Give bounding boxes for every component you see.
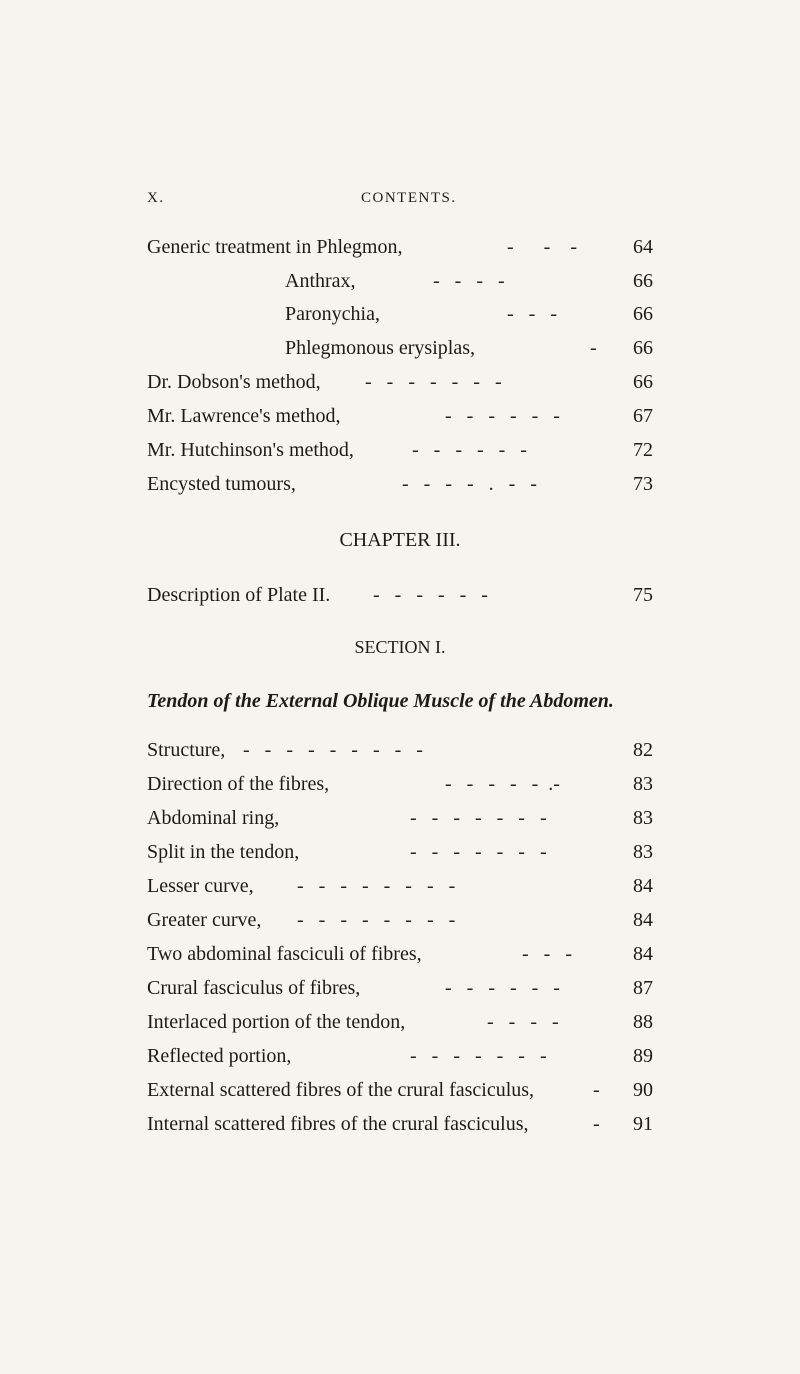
- leader-dots: - - - - - - -: [410, 841, 547, 863]
- leader-dots: - - - - . - -: [402, 473, 537, 495]
- leader-dots: - - -: [522, 943, 572, 965]
- leader-dots: - - - - - - -: [410, 807, 547, 829]
- leader-dots: - - - -: [487, 1011, 559, 1033]
- toc-entry: [147, 401, 653, 431]
- toc-entry-page: 87: [633, 977, 653, 999]
- leader-dots: -: [590, 337, 597, 359]
- toc-entry: [285, 299, 653, 329]
- toc-entry: [147, 905, 653, 935]
- leader-dots: - - - -: [433, 270, 505, 292]
- toc-entry-page: 84: [633, 909, 653, 931]
- toc-entry-label: External scattered fibres of the crural fasciculus,: [147, 1079, 535, 1101]
- leader-dots: - - - - - -: [445, 405, 560, 427]
- toc-entry-page: 82: [633, 739, 653, 761]
- leader-dots: - - -: [507, 236, 577, 258]
- toc-entry-page: 66: [633, 337, 653, 359]
- toc-entry: [285, 266, 653, 296]
- toc-entry-label: Crural fasciculus of fibres,: [147, 977, 361, 999]
- toc-entry-label: Phlegmonous erysiplas,: [285, 337, 475, 359]
- toc-entry: [147, 1075, 653, 1105]
- toc-entry-label: Interlaced portion of the tendon,: [147, 1011, 406, 1033]
- toc-entry-page: 83: [633, 773, 653, 795]
- toc-entry-page: 73: [633, 473, 653, 495]
- toc-entry: [147, 435, 653, 465]
- toc-entry-label: Mr. Lawrence's method,: [147, 405, 341, 427]
- toc-entry: [147, 580, 653, 610]
- leader-dots: - - - - - - - -: [297, 875, 456, 897]
- leader-dots: -: [593, 1079, 600, 1101]
- leader-dots: - - - - - - - - -: [243, 739, 423, 761]
- toc-entry-page: 66: [633, 303, 653, 325]
- toc-entry: [147, 367, 653, 397]
- leader-dots: - - - - - -: [445, 977, 560, 999]
- toc-entry: [147, 469, 653, 499]
- toc-entry-label: Description of Plate II.: [147, 584, 331, 606]
- leader-dots: - - - - - -: [373, 584, 488, 606]
- toc-entry-page: 83: [633, 807, 653, 829]
- leader-dots: - - - - - - - -: [297, 909, 456, 931]
- toc-entry-label: Anthrax,: [285, 270, 356, 292]
- toc-entry: [147, 871, 653, 901]
- toc-entry-page: 75: [633, 584, 653, 606]
- toc-entry-label: Abdominal ring,: [147, 807, 280, 829]
- toc-entry: [147, 1007, 653, 1037]
- toc-entry: [147, 837, 653, 867]
- leader-dots: - - - - - - -: [365, 371, 502, 393]
- toc-entry-page: 91: [633, 1113, 653, 1135]
- toc-entry-label: Encysted tumours,: [147, 473, 296, 495]
- section-heading: SECTION I.: [354, 637, 446, 657]
- section-subtitle: Tendon of the External Oblique Muscle of the Abdomen.: [147, 690, 614, 712]
- toc-entry: [285, 333, 653, 363]
- chapter-heading: CHAPTER III.: [339, 529, 461, 551]
- toc-entry-label: Two abdominal fasciculi of fibres,: [147, 943, 422, 965]
- toc-entry: [147, 769, 653, 799]
- toc-entry-page: 72: [633, 439, 653, 461]
- toc-entry-page: 84: [633, 875, 653, 897]
- toc-entry: [147, 1041, 653, 1071]
- toc-entry-label: Reflected portion,: [147, 1045, 292, 1067]
- toc-entry-page: 67: [633, 405, 653, 427]
- toc-entry: [147, 232, 653, 262]
- toc-entry-page: 84: [633, 943, 653, 965]
- toc-entry-label: Mr. Hutchinson's method,: [147, 439, 354, 461]
- toc-entry-label: Paronychia,: [285, 303, 380, 325]
- toc-entry-label: Internal scattered fibres of the crural fasciculus,: [147, 1113, 529, 1135]
- toc-entry-label: Greater curve,: [147, 909, 262, 931]
- toc-entry-label: Direction of the fibres,: [147, 773, 330, 795]
- toc-entry-label: Generic treatment in Phlegmon,: [147, 236, 403, 258]
- leader-dots: -: [593, 1113, 600, 1135]
- toc-entry: [147, 973, 653, 1003]
- toc-entry-label: Split in the tendon,: [147, 841, 300, 863]
- leader-dots: - - - - - .-: [445, 773, 560, 795]
- toc-entry-page: 66: [633, 371, 653, 393]
- leader-dots: - - - - - - -: [410, 1045, 547, 1067]
- toc-entry: [147, 1109, 653, 1139]
- leader-dots: - - - - - -: [412, 439, 527, 461]
- toc-entry-page: 89: [633, 1045, 653, 1067]
- toc-entry: [147, 939, 653, 969]
- page-number: X.: [147, 190, 165, 206]
- header-title: CONTENTS.: [361, 190, 457, 206]
- toc-entry: [147, 803, 653, 833]
- toc-entry-page: 88: [633, 1011, 653, 1033]
- toc-entry-page: 66: [633, 270, 653, 292]
- toc-entry-label: Dr. Dobson's method,: [147, 371, 321, 393]
- toc-entry-page: 90: [633, 1079, 653, 1101]
- running-header: [147, 190, 527, 214]
- toc-entry-page: 83: [633, 841, 653, 863]
- leader-dots: - - -: [507, 303, 557, 325]
- toc-entry-page: 64: [633, 236, 653, 258]
- toc-entry-label: Structure,: [147, 739, 226, 761]
- toc-entry-label: Lesser curve,: [147, 875, 254, 897]
- toc-entry: [147, 735, 653, 765]
